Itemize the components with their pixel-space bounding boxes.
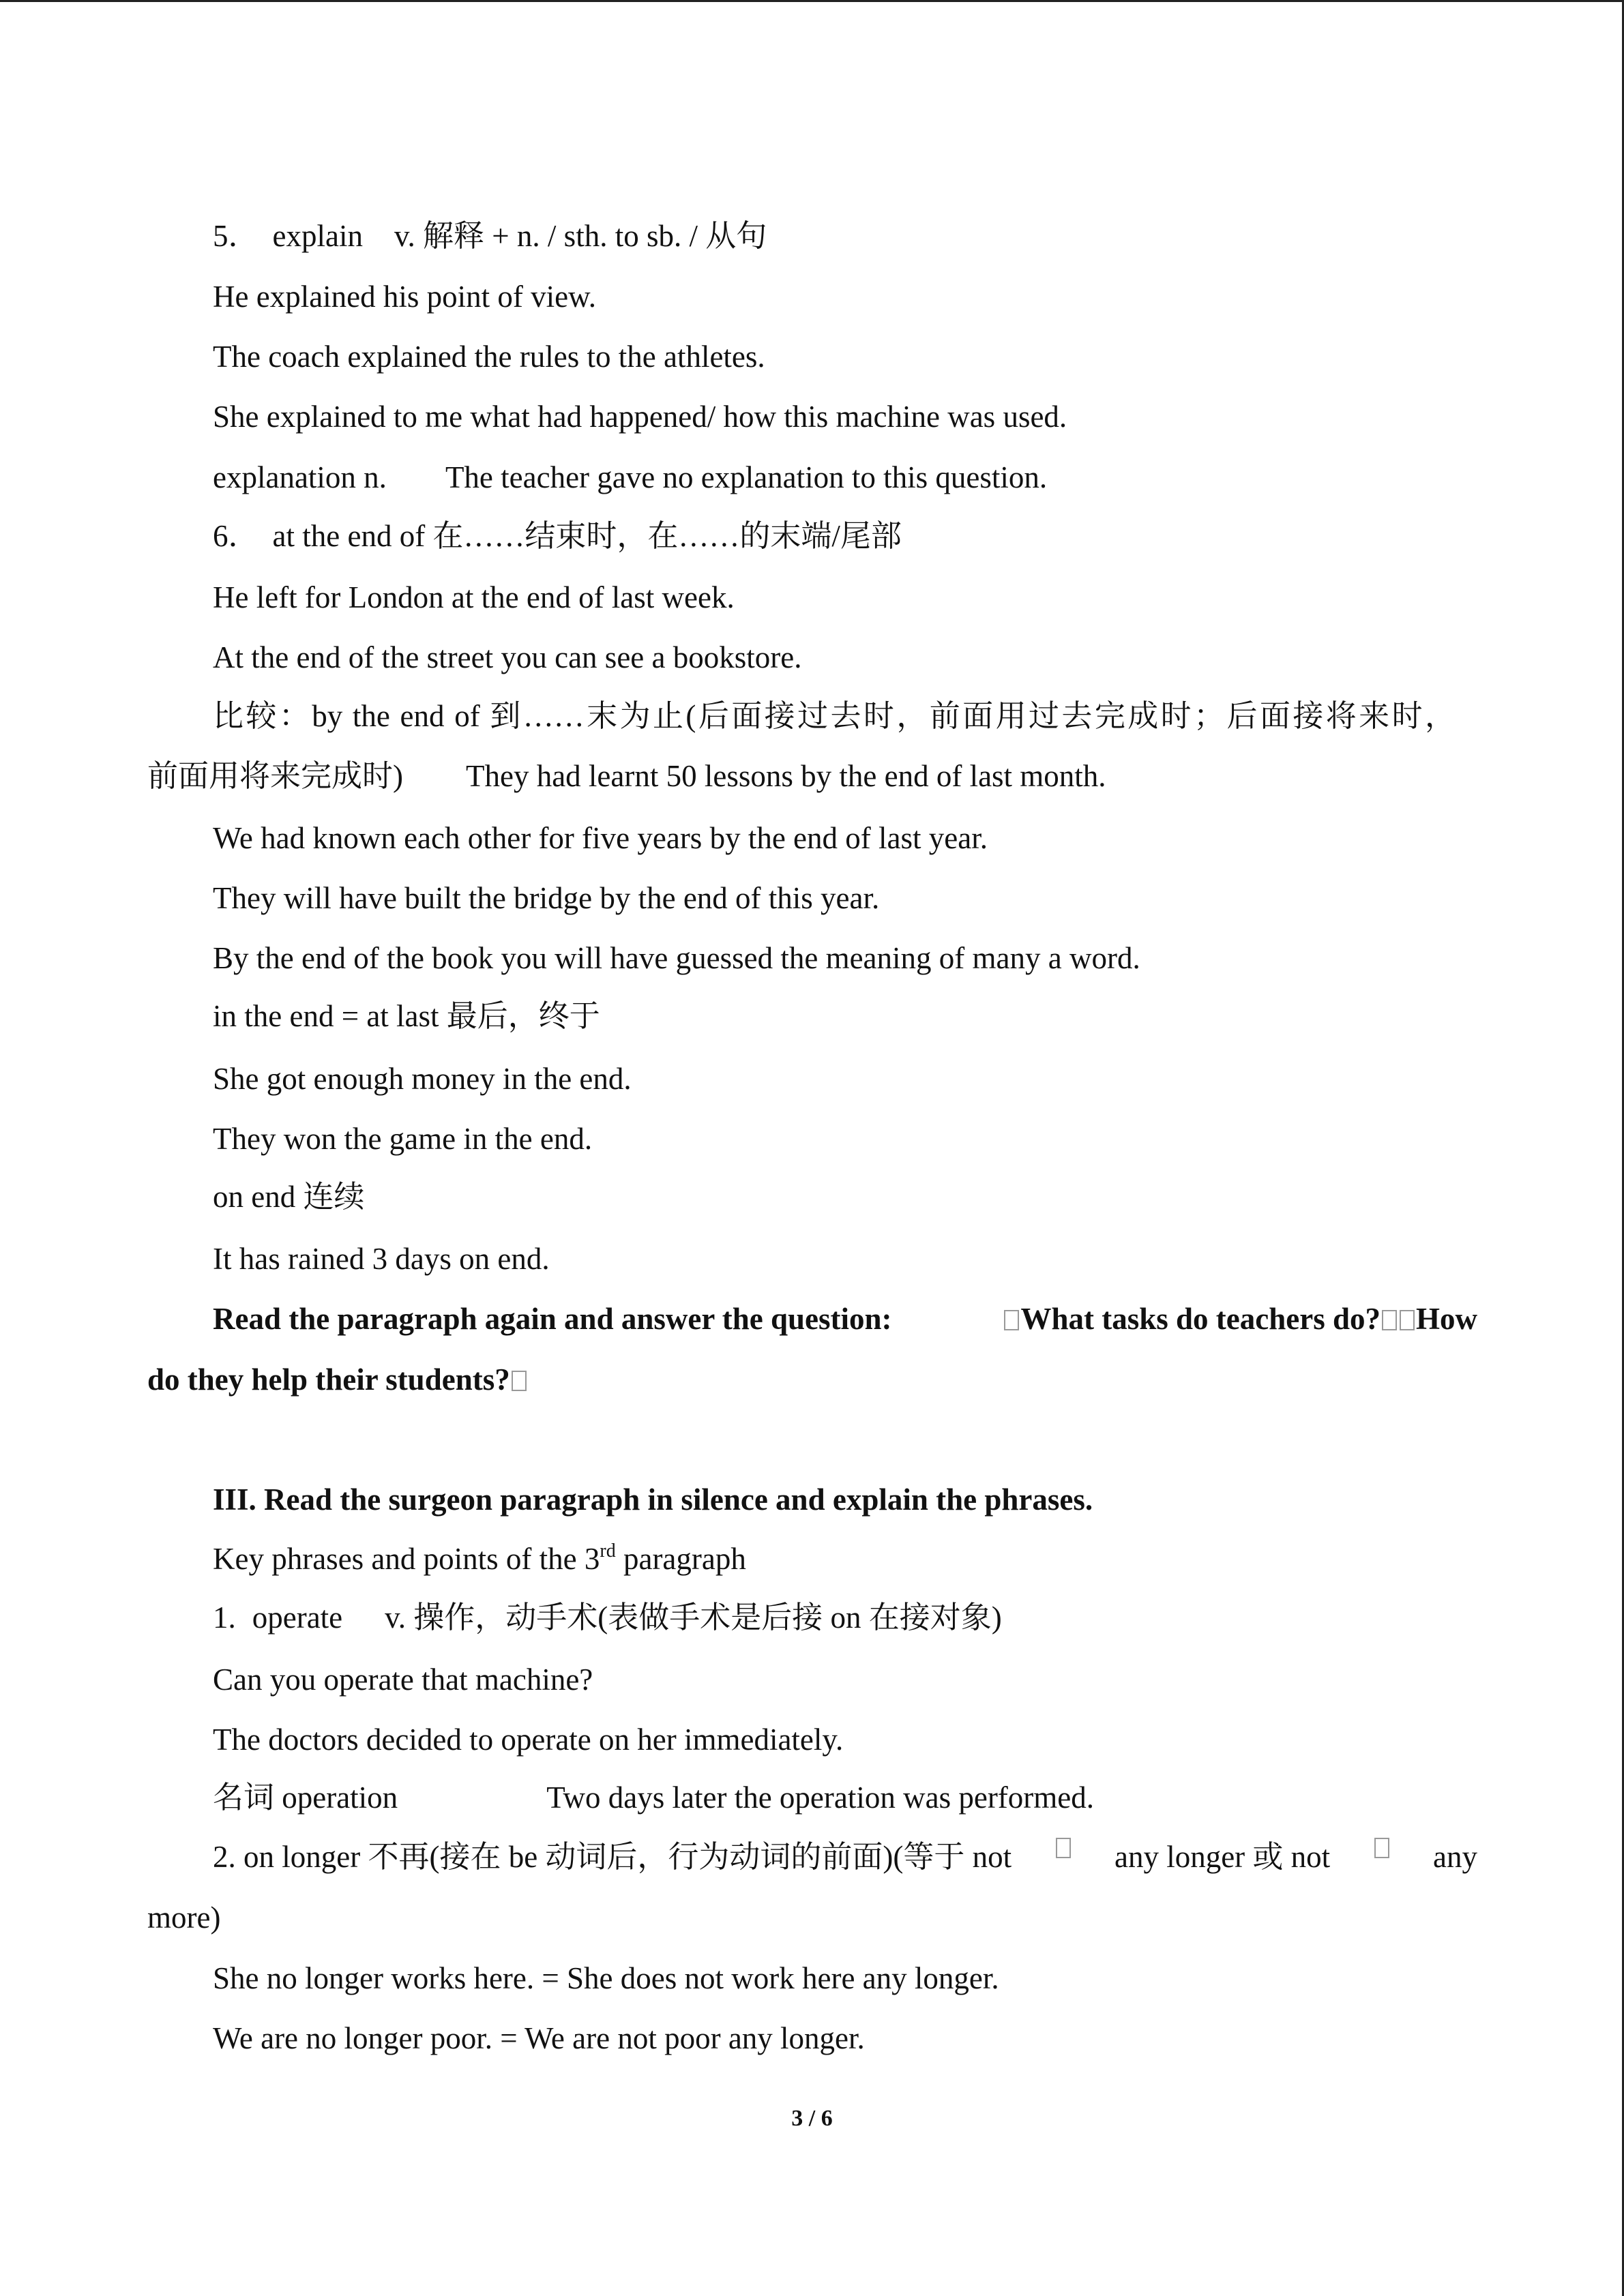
definition: 2. on longer 不再(接在 be 动词后，行为动词的前面)(等于 not [213, 1840, 1012, 1874]
placeholder-box [1056, 1838, 1071, 1858]
task-question [213, 1300, 1477, 1338]
question-two-end: do they help their students? [147, 1362, 510, 1397]
example-sentence: They will have built the bridge by the end of this year. [213, 881, 880, 915]
item-number: 6． [213, 519, 259, 553]
placeholder-box [1004, 1310, 1019, 1330]
example-sentence: He explained his point of view. [213, 280, 596, 314]
example-sentence: They won the game in the end. [213, 1122, 593, 1156]
section-heading: III. Read the surgeon paragraph in silence and explain the phrases. [213, 1482, 1093, 1517]
phrase-in-the-end: in the end = at last 最后，终于 [213, 999, 600, 1033]
note-text: 前面用将来完成时) [147, 759, 403, 793]
example-sentence: Two days later the operation was performed. [546, 1780, 1095, 1815]
headword: operate [252, 1600, 343, 1635]
noun-form: 名词 operation [213, 1780, 398, 1815]
example-sentence: The teacher gave no explanation to this question. [445, 460, 1048, 494]
definition: at the end of 在……结束时，在……的末端/尾部 [272, 519, 902, 553]
question-two-start: How [1416, 1302, 1477, 1336]
item-explain-heading [213, 217, 767, 255]
question-one: What tasks do teachers do? [1020, 1302, 1381, 1336]
definition-end: any [1432, 1840, 1477, 1874]
item-number: 1. [213, 1600, 236, 1635]
item-operate-heading [213, 1598, 1002, 1637]
noun-form: explanation n. [213, 460, 387, 494]
headword: explain [272, 219, 363, 253]
noun-operation-line [213, 1778, 1094, 1817]
phrase-on-end: on end 连续 [213, 1180, 365, 1214]
example-sentence: He left for London at the end of last week. [213, 580, 735, 614]
definition-cont: any longer 或 not [1114, 1840, 1331, 1874]
example-sentence: We are no longer poor. = We are not poor any longer. [213, 2021, 865, 2055]
definition: v. 操作，动手术(表做手术是后接 on 在接对象) [385, 1600, 1002, 1635]
item-no-longer-cont: more) [147, 1900, 221, 1935]
placeholder-box [512, 1371, 527, 1391]
example-sentence: She no longer works here. = She does not work here any longer. [213, 1961, 999, 1995]
key-phrases-text-end: paragraph [615, 1542, 746, 1576]
comparison-note-cont [147, 757, 1106, 795]
definition: v. 解释 + n. / sth. to sb. / 从句 [394, 219, 767, 253]
example-sentence: Can you operate that machine? [213, 1663, 593, 1697]
example-sentence: She got enough money in the end. [213, 1062, 632, 1096]
placeholder-box [1400, 1310, 1415, 1330]
superscript-rd: rd [600, 1540, 616, 1562]
comparison-note: 比较：by the end of 到……末为止(后面接过去时，前面用过去完成时；后面接将来时， [213, 699, 1456, 733]
example-sentence: It has rained 3 days on end. [213, 1242, 550, 1276]
example-sentence: The coach explained the rules to the athletes. [213, 340, 765, 374]
example-sentence: They had learnt 50 lessons by the end of last month. [466, 759, 1106, 793]
placeholder-box [1374, 1838, 1389, 1858]
item-at-the-end-of-heading [213, 517, 902, 555]
example-sentence: We had known each other for five years by the end of last year. [213, 821, 988, 855]
key-phrases-text: Key phrases and points of the 3 [213, 1542, 600, 1576]
example-sentence: By the end of the book you will have guessed the meaning of many a word. [213, 941, 1140, 975]
task-question-cont [147, 1360, 528, 1399]
task-prompt: Read the paragraph again and answer the question: [213, 1302, 892, 1336]
page-number: 3 / 6 [791, 2106, 833, 2131]
item-number: 5． [213, 219, 259, 253]
placeholder-box [1382, 1310, 1397, 1330]
explanation-line [213, 458, 1047, 496]
item-no-longer-heading [213, 1838, 1477, 1876]
key-phrases-heading [213, 1540, 746, 1578]
example-sentence: At the end of the street you can see a bookstore. [213, 640, 802, 674]
example-sentence: The doctors decided to operate on her immediately. [213, 1723, 844, 1757]
example-sentence: She explained to me what had happened/ how this machine was used. [213, 400, 1067, 434]
